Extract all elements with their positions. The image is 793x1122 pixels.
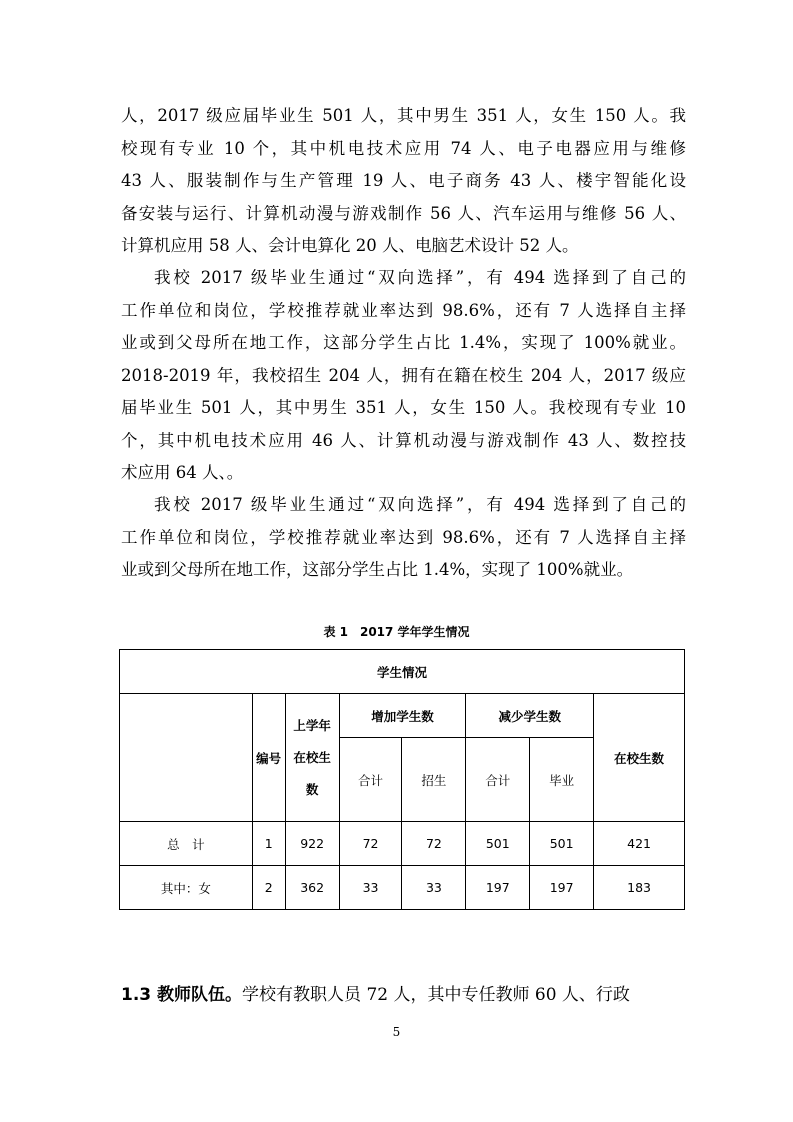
table-row <box>120 822 685 866</box>
section-text: 学校有教职人员 72 人，其中专任教师 60 人、行政 <box>242 985 630 1005</box>
row-prev: 922 <box>285 822 339 866</box>
header-enroll: 招生 <box>402 738 466 822</box>
header-current: 在校生数 <box>594 694 685 822</box>
header-number: 编号 <box>252 694 285 822</box>
row-current: 421 <box>594 822 685 866</box>
text-line: 我校 2017 级毕业生通过“双向选择”，有 494 选择到了自己的 <box>154 268 686 287</box>
header-inc-total: 合计 <box>339 738 402 822</box>
row-graduate: 501 <box>530 822 594 866</box>
header-prev-line: 在校生 <box>293 749 331 765</box>
header-dec-total: 合计 <box>466 738 530 822</box>
header-graduate: 毕业 <box>530 738 594 822</box>
text-line: 届毕业生 501 人，其中男生 351 人，女生 150 人。我校现有专业 10 <box>121 398 686 417</box>
section-heading: 1.3 教师队伍。 <box>121 985 243 1005</box>
student-stats-table <box>119 649 685 910</box>
row-number: 2 <box>252 866 285 910</box>
row-dec-total: 501 <box>466 822 530 866</box>
text-line: 业或到父母所在地工作，这部分学生占比 1.4%，实现了 100%就业。 <box>121 333 686 352</box>
header-increase: 增加学生数 <box>339 694 466 738</box>
header-prev-line: 上学年 <box>293 717 331 733</box>
table-caption: 表 1 2017 学年学生情况 <box>323 625 470 639</box>
row-dec-total: 197 <box>466 866 530 910</box>
header-blank <box>120 694 253 822</box>
row-number: 1 <box>252 822 285 866</box>
row-enroll: 72 <box>402 822 466 866</box>
text-line: 业或到父母所在地工作，这部分学生占比 1.4%，实现了 100%就业。 <box>121 560 634 579</box>
row-inc-total: 33 <box>339 866 402 910</box>
text-line: 2018-2019 年，我校招生 204 人，拥有在籍在校生 204 人，2017 级应 <box>121 365 686 385</box>
text-line: 我校 2017 级毕业生通过“双向选择”，有 494 选择到了自己的 <box>154 495 686 514</box>
header-prev-year <box>285 694 339 822</box>
row-graduate: 197 <box>530 866 594 910</box>
row-label: 其中：女 <box>120 866 253 910</box>
row-prev: 362 <box>285 866 339 910</box>
header-prev-line: 数 <box>305 781 319 797</box>
paragraph-employment-repeat <box>121 489 686 587</box>
text-line: 术应用 64 人、。 <box>121 463 244 482</box>
text-line: 校现有专业 10 个，其中机电技术应用 74 人、电子电器应用与维修 <box>121 138 686 158</box>
paragraph-enrollment <box>121 100 686 263</box>
row-current: 183 <box>594 866 685 910</box>
text-line: 个，其中机电技术应用 46 人、计算机动漫与游戏制作 43 人、数控技 <box>121 430 686 450</box>
paragraph-employment <box>121 262 686 490</box>
row-inc-total: 72 <box>339 822 402 866</box>
row-enroll: 33 <box>402 866 466 910</box>
row-label: 总 计 <box>120 822 253 866</box>
section-teachers <box>121 980 686 1005</box>
table-title: 学生情况 <box>120 650 685 694</box>
text-line: 43 人、服装制作与生产管理 19 人、电子商务 43 人、楼宇智能化设 <box>121 171 686 190</box>
text-line: 计算机应用 58 人、会计电算化 20 人、电脑艺术设计 52 人。 <box>121 236 579 255</box>
text-line: 人，2017 级应届毕业生 501 人，其中男生 351 人，女生 150 人。我 <box>121 106 686 125</box>
text-line: 备安装与运行、计算机动漫与游戏制作 56 人、汽车运用与维修 56 人、 <box>121 203 686 223</box>
page-number: 5 <box>392 1025 401 1039</box>
text-line: 工作单位和岗位，学校推荐就业率达到 98.6%，还有 7 人选择自主择 <box>121 300 686 320</box>
text-line: 工作单位和岗位，学校推荐就业率达到 98.6%，还有 7 人选择自主择 <box>121 527 686 547</box>
header-decrease: 减少学生数 <box>466 694 594 738</box>
table-row <box>120 866 685 910</box>
